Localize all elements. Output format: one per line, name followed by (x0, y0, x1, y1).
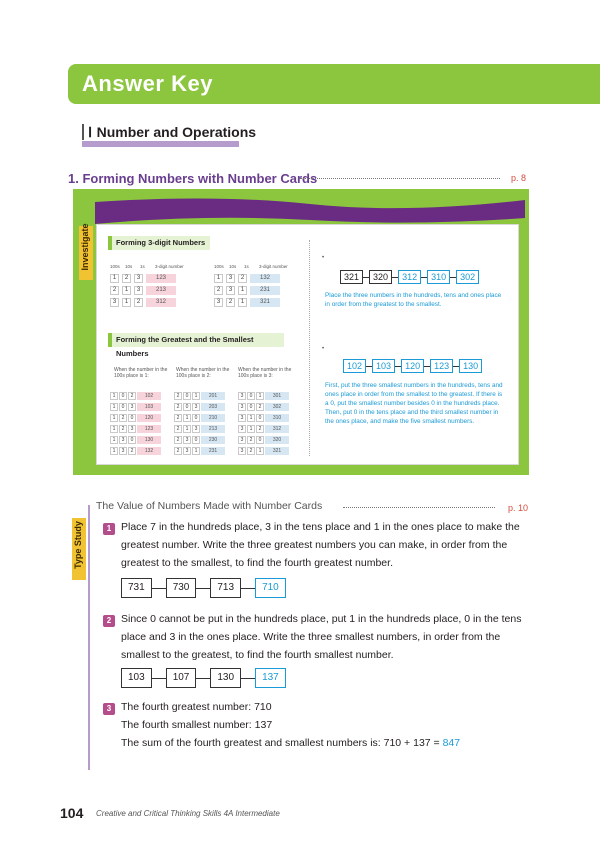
topic-page-ref: p. 8 (511, 173, 527, 183)
number-result: 123 (137, 425, 161, 433)
greatest-smallest-heading: Forming the Greatest and the Smallest Numbers (108, 333, 284, 347)
digit-card: 3 (134, 286, 143, 295)
page-number: 104 (60, 805, 84, 821)
column-header: 10s (229, 264, 237, 269)
digit-card: 3 (238, 436, 246, 444)
digit-card: 3 (119, 436, 127, 444)
number-result: 213 (146, 286, 176, 295)
question-2-badge: 2 (103, 615, 115, 627)
panel-divider (309, 240, 310, 456)
digit-card: 3 (238, 414, 246, 422)
greatest-chain-explanation: Place the three numbers in the hundreds, tens and ones place in order from the greatest to the smallest. (325, 292, 502, 308)
chain-number: 302 (456, 270, 479, 284)
digit-card: 1 (247, 414, 255, 422)
digit-card: 2 (174, 403, 182, 411)
chain-link (196, 588, 210, 589)
type-study-sideline (88, 505, 90, 770)
question-3-line-2: The fourth smallest number: 137 (121, 719, 273, 731)
digit-card: 3 (226, 286, 235, 295)
chain-number: 321 (340, 270, 363, 284)
digit-card: 2 (256, 425, 264, 433)
group-row (174, 414, 225, 422)
greatest-chain (340, 270, 479, 284)
digit-card: 2 (122, 274, 131, 283)
digit-card: 1 (192, 392, 200, 400)
column-header: 10s (125, 264, 133, 269)
type-study-page-ref: p. 10 (508, 503, 529, 513)
digit-card: 0 (183, 403, 191, 411)
column-header: 1s (244, 264, 249, 269)
group3-label: When the number in the 100s place is 3: (238, 367, 292, 379)
digit-card: 1 (122, 298, 131, 307)
number-result: 231 (201, 447, 225, 455)
sum-answer: 847 (442, 737, 461, 749)
chain-number: 320 (369, 270, 392, 284)
number-result: 132 (250, 274, 280, 283)
digit-card: 2 (214, 286, 223, 295)
digit-card: 0 (256, 414, 264, 422)
number-result: 103 (137, 403, 161, 411)
table-header (214, 264, 293, 269)
table-row (214, 286, 280, 295)
table-3digit-right (214, 264, 304, 308)
chain-link (241, 588, 255, 589)
answer-key-banner (68, 64, 600, 104)
investigate-tab (79, 223, 93, 280)
table-row (214, 298, 280, 307)
forming-3digit-heading: Forming 3-digit Numbers (108, 236, 210, 250)
digit-card: 1 (183, 414, 191, 422)
number-result: 130 (137, 436, 161, 444)
chain-number: 130 (210, 668, 241, 688)
type-study-tab (72, 518, 86, 580)
chain-number: 713 (210, 578, 241, 598)
digit-card: 3 (192, 425, 200, 433)
digit-card: 1 (192, 447, 200, 455)
digit-card: 2 (247, 436, 255, 444)
digit-card: 2 (134, 298, 143, 307)
digit-card: 1 (110, 403, 118, 411)
group-row (238, 425, 289, 433)
number-result: 312 (146, 298, 176, 307)
type-study-title: The Value of Numbers Made with Number Cards (96, 500, 323, 512)
section-title: Number and Operations (96, 124, 257, 140)
number-result: 213 (201, 425, 225, 433)
digit-card: 0 (247, 392, 255, 400)
section-marker: Ⅰ (88, 124, 93, 140)
digit-card: 1 (183, 425, 191, 433)
greatest-smallest-tables (110, 382, 305, 462)
digit-card: 0 (119, 392, 127, 400)
table-3digit-left (110, 264, 205, 308)
group-row (110, 436, 161, 444)
number-result: 312 (265, 425, 289, 433)
chain-link (196, 678, 210, 679)
chain-number: 710 (255, 578, 286, 598)
table-row (110, 274, 176, 283)
group-row (110, 425, 161, 433)
digit-card: 2 (110, 286, 119, 295)
digit-card: 0 (247, 403, 255, 411)
number-result: 321 (250, 298, 280, 307)
chain-number: 130 (459, 359, 482, 373)
digit-card: 2 (174, 392, 182, 400)
sum-statement: The sum of the fourth greatest and smallest numbers is: 710 + 137 = (121, 737, 443, 749)
section-underline (82, 141, 239, 147)
number-result: 230 (201, 436, 225, 444)
chain-number: 312 (398, 270, 421, 284)
digit-card: 3 (192, 403, 200, 411)
question-3-line-1: The fourth greatest number: 710 (121, 701, 272, 713)
group-row (238, 436, 289, 444)
number-result: 302 (265, 403, 289, 411)
number-result: 132 (137, 447, 161, 455)
digit-card: 2 (174, 414, 182, 422)
digit-card: 3 (238, 425, 246, 433)
digit-card: 0 (119, 403, 127, 411)
digit-card: 3 (128, 425, 136, 433)
digit-card: 0 (192, 436, 200, 444)
digit-card: 3 (110, 298, 119, 307)
number-result: 203 (201, 403, 225, 411)
digit-card: 1 (238, 298, 247, 307)
digit-card: 1 (110, 392, 118, 400)
group-row (238, 414, 289, 422)
group-row (110, 392, 161, 400)
digit-card: 1 (238, 286, 247, 295)
column-header: 3-digit number (259, 264, 288, 269)
group-row (174, 392, 225, 400)
question-1-text: Place 7 in the hundreds place, 3 in the tens place and 1 in the ones place to make the greatest number. Write the three greatest numbers you can make, in order from the greatest to the smallest, to find the fourth greatest number. (121, 521, 520, 569)
table-header (110, 264, 189, 269)
bullet-1: • (322, 255, 325, 261)
digit-card: 1 (214, 274, 223, 283)
chain-number: 310 (427, 270, 450, 284)
number-result: 201 (201, 392, 225, 400)
table-row (214, 274, 280, 283)
group-row (238, 403, 289, 411)
chain-number: 102 (343, 359, 366, 373)
digit-card: 2 (174, 436, 182, 444)
question-2-chain (121, 668, 286, 688)
digit-card: 2 (128, 392, 136, 400)
column-header: 1s (140, 264, 145, 269)
chain-number: 730 (166, 578, 197, 598)
digit-card: 0 (128, 414, 136, 422)
number-result: 123 (146, 274, 176, 283)
digit-card: 3 (214, 298, 223, 307)
chain-number: 107 (166, 668, 197, 688)
digit-card: 2 (256, 403, 264, 411)
digit-card: 1 (122, 286, 131, 295)
banner-title: Answer Key (82, 71, 213, 96)
chain-number: 731 (121, 578, 152, 598)
number-result: 321 (265, 447, 289, 455)
digit-card: 1 (247, 425, 255, 433)
group-row (238, 447, 289, 455)
number-result: 210 (201, 414, 225, 422)
digit-card: 3 (128, 403, 136, 411)
purple-ribbon (95, 196, 525, 226)
digit-card: 1 (110, 436, 118, 444)
digit-card: 3 (238, 403, 246, 411)
digit-card: 0 (128, 436, 136, 444)
digit-card: 2 (247, 447, 255, 455)
digit-card: 1 (110, 274, 119, 283)
section-heading (82, 124, 256, 140)
dotted-leader-2 (343, 507, 495, 508)
digit-card: 0 (256, 436, 264, 444)
chain-link (152, 588, 166, 589)
digit-card: 3 (183, 447, 191, 455)
number-result: 120 (137, 414, 161, 422)
group-row (174, 425, 225, 433)
question-1-chain (121, 578, 286, 598)
digit-card: 3 (226, 274, 235, 283)
digit-card: 2 (226, 298, 235, 307)
chain-number: 123 (430, 359, 453, 373)
group1-label: When the number in the 100s place is 1: (114, 367, 168, 379)
digit-card: 3 (119, 447, 127, 455)
digit-card: 0 (192, 414, 200, 422)
investigate-tab-label: Investigate (80, 223, 90, 271)
group-row (174, 447, 225, 455)
chain-number: 137 (255, 668, 286, 688)
digit-card: 3 (134, 274, 143, 283)
digit-card: 1 (110, 447, 118, 455)
digit-card: 2 (119, 425, 127, 433)
type-study-tab-label: Type Study (73, 521, 83, 569)
question-3-line-3 (121, 734, 526, 752)
column-header: 100s (110, 264, 120, 269)
digit-card: 1 (110, 414, 118, 422)
chain-link (241, 678, 255, 679)
digit-card: 1 (110, 425, 118, 433)
digit-card: 2 (174, 425, 182, 433)
column-header: 100s (214, 264, 224, 269)
number-result: 301 (265, 392, 289, 400)
question-3-badge: 3 (103, 703, 115, 715)
digit-card: 3 (238, 447, 246, 455)
column-header: 3-digit number (155, 264, 184, 269)
group-row (238, 392, 289, 400)
digit-card: 2 (119, 414, 127, 422)
number-result: 231 (250, 286, 280, 295)
group-row (110, 447, 161, 455)
book-title: Creative and Critical Thinking Skills 4A Intermediate (96, 809, 280, 818)
question-2-text: Since 0 cannot be put in the hundreds place, put 1 in the hundreds place, 0 in the tens place and 3 in the ones place. Write the three smallest numbers, in order from the smallest to the greatest, to find the fourth smallest number. (121, 613, 522, 661)
chain-number: 103 (372, 359, 395, 373)
digit-card: 2 (174, 447, 182, 455)
group-row (110, 414, 161, 422)
digit-card: 1 (256, 392, 264, 400)
number-result: 102 (137, 392, 161, 400)
digit-card: 2 (238, 274, 247, 283)
chain-number: 103 (121, 668, 152, 688)
digit-card: 0 (183, 392, 191, 400)
digit-card: 1 (256, 447, 264, 455)
question-1-badge: 1 (103, 523, 115, 535)
number-result: 320 (265, 436, 289, 444)
group2-label: When the number in the 100s place is 2: (176, 367, 230, 379)
digit-card: 2 (128, 447, 136, 455)
smallest-chain-explanation: First, put the three smallest numbers in the hundreds, tens and ones place in order from the smallest to the greatest. If there is a 0, put the smallest number besides 0 in the hundreds place. Then, put 0 in the tens place and the third smallest number in the ones place, and make the five smallest numbers. (325, 382, 503, 425)
bullet-2: • (322, 346, 325, 352)
digit-card: 3 (183, 436, 191, 444)
topic-title: 1. Forming Numbers with Number Cards (68, 171, 318, 186)
group-row (174, 403, 225, 411)
table-row (110, 286, 176, 295)
dotted-leader (300, 178, 500, 179)
group-row (174, 436, 225, 444)
chain-number: 120 (401, 359, 424, 373)
smallest-chain (343, 359, 482, 373)
chain-link (152, 678, 166, 679)
group-row (110, 403, 161, 411)
number-result: 310 (265, 414, 289, 422)
digit-card: 3 (238, 392, 246, 400)
table-row (110, 298, 176, 307)
